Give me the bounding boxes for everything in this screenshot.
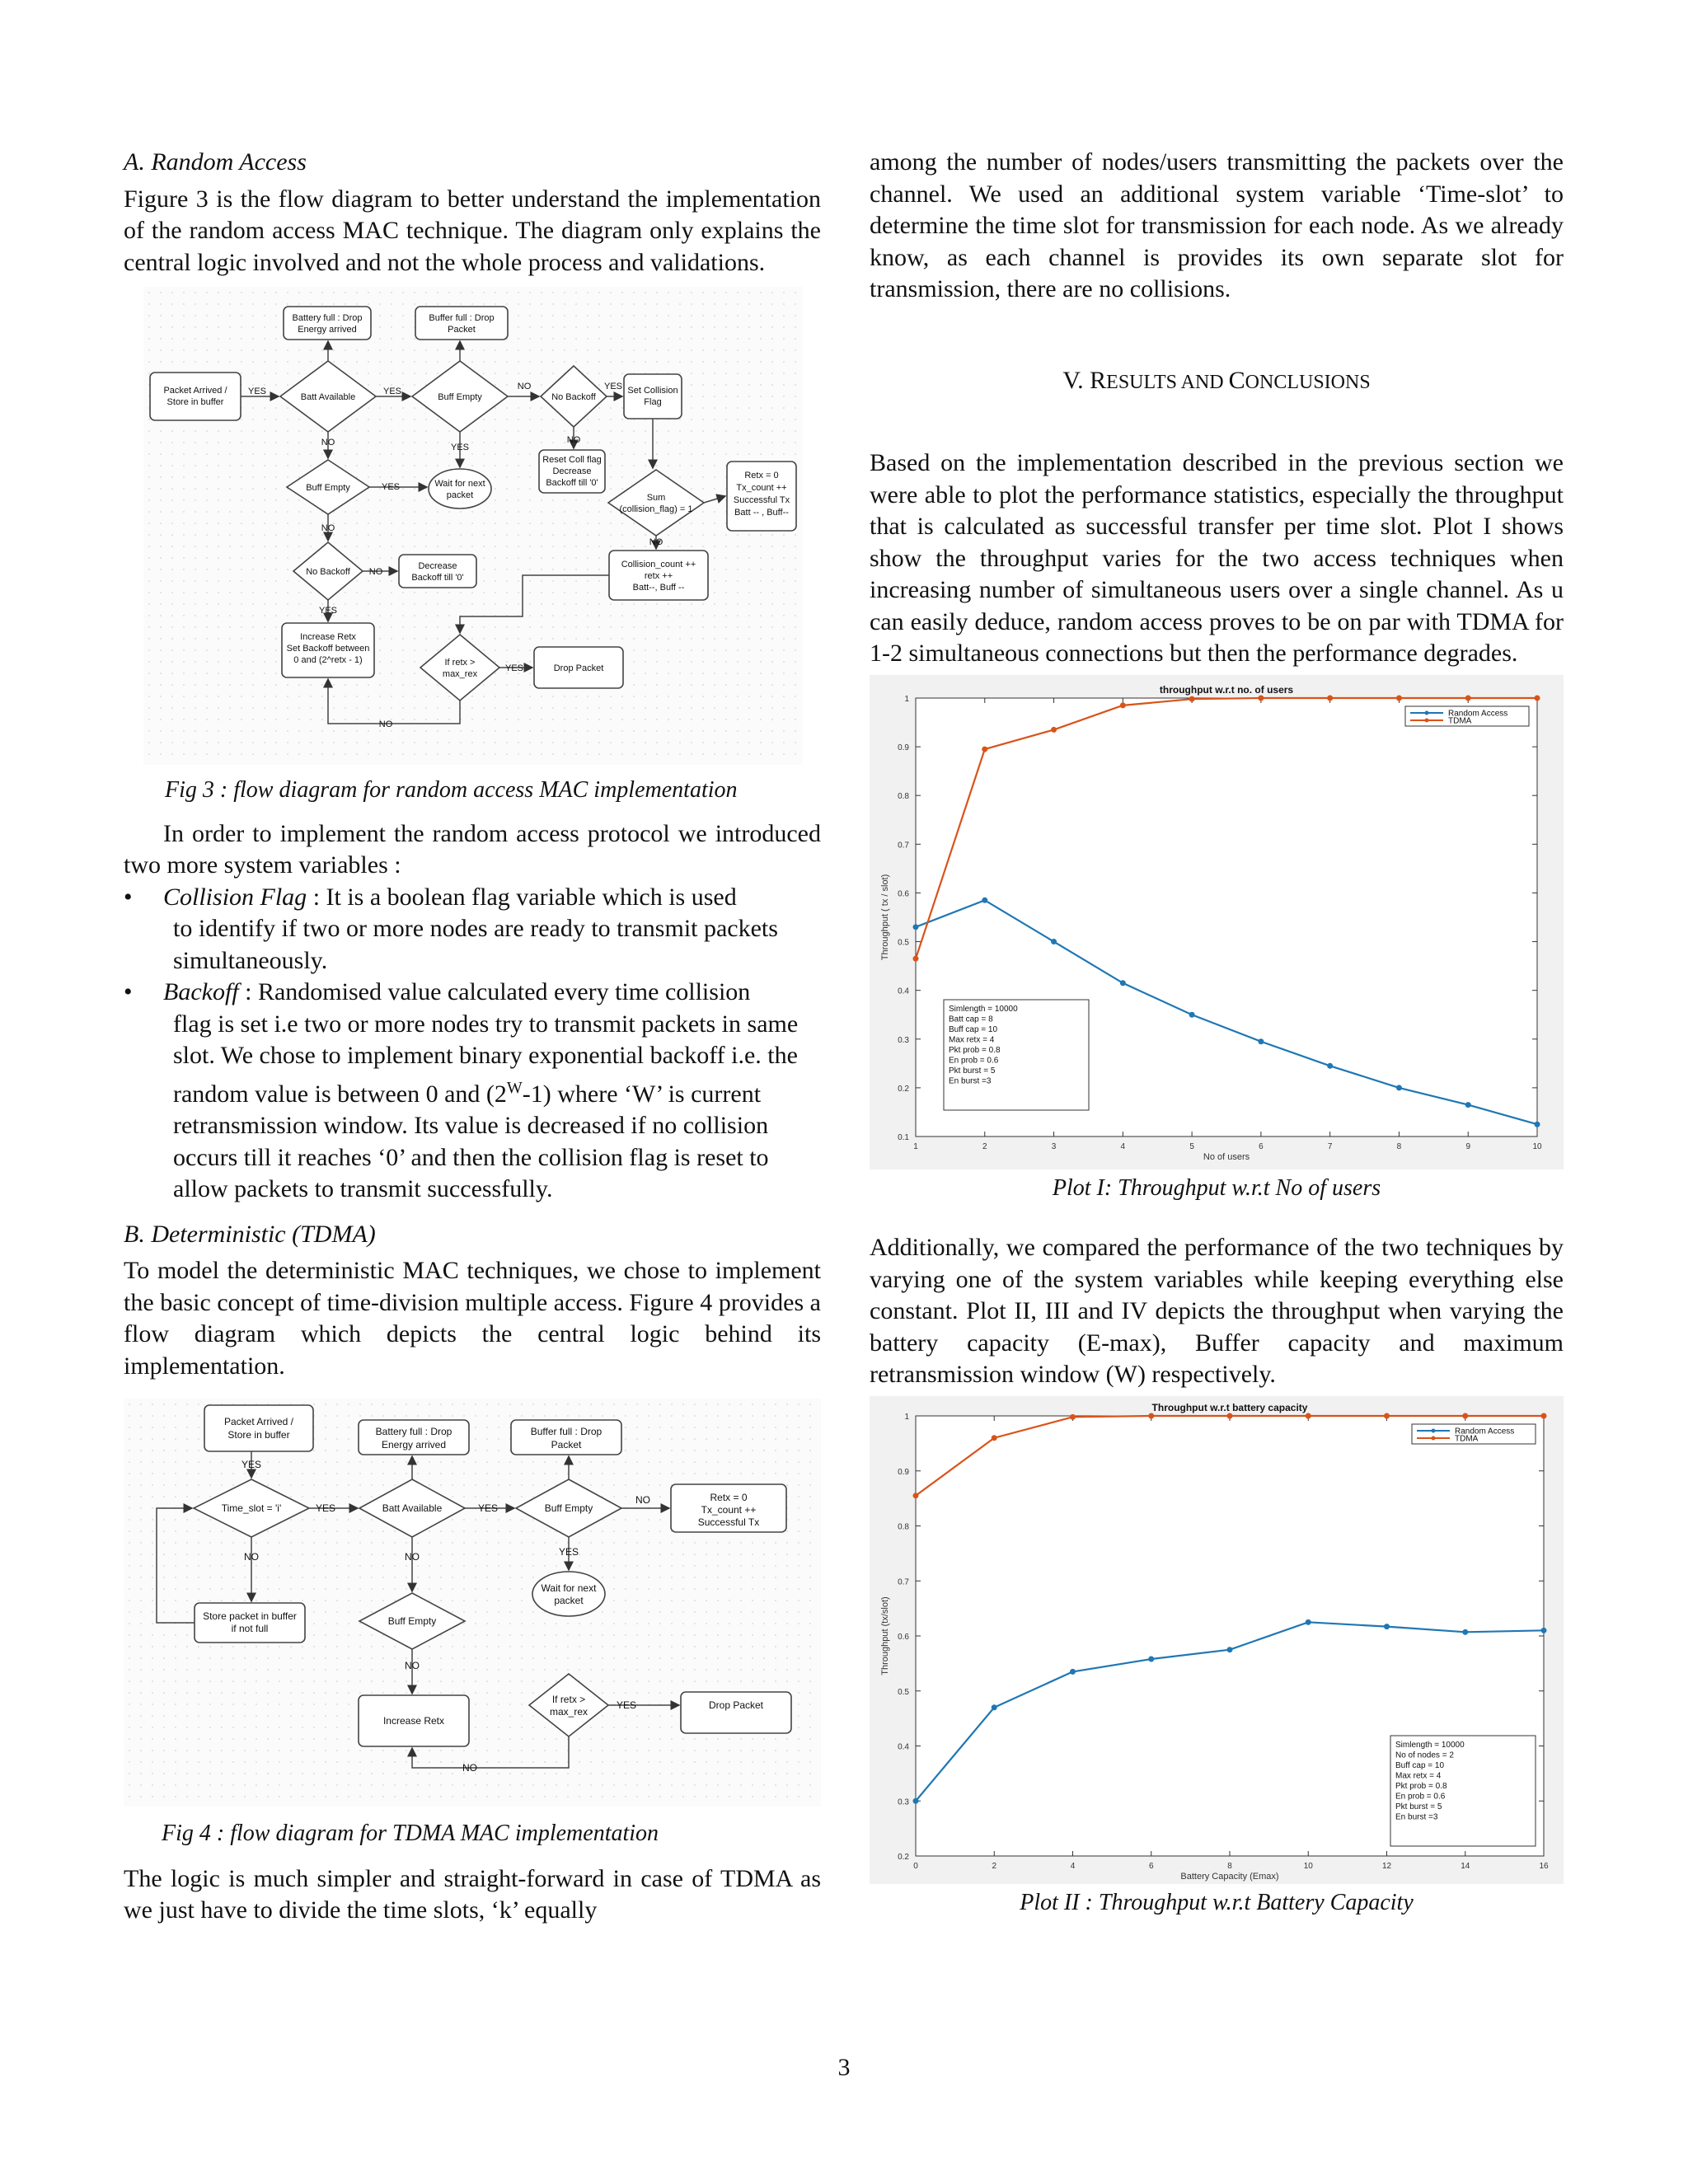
plot2-series-point-1	[913, 1493, 919, 1498]
fig3-buffer-full-line1: Buffer full : Drop	[429, 313, 495, 323]
fig4-buffer-full-line2: Packet	[551, 1439, 582, 1451]
plot1-legend-marker	[1425, 710, 1429, 715]
fig4-no-label: NO	[635, 1494, 650, 1506]
fig3-yes-label: YES	[382, 387, 402, 396]
bullet-2-superscript: W	[506, 1078, 523, 1097]
fig4-battery-full-line2: Energy arrived	[381, 1439, 447, 1451]
plot2-legend-label: TDMA	[1455, 1434, 1479, 1443]
fig3-no-label: NO	[566, 435, 581, 445]
fig3-no-label: NO	[517, 382, 532, 391]
fig4-packet-arrived-box	[204, 1405, 313, 1451]
bullet-backoff	[124, 977, 821, 1206]
plot1-series-point-1	[1189, 696, 1195, 701]
fig3-battery-full-box	[284, 307, 371, 340]
plot2-series-point-0	[1227, 1647, 1233, 1652]
fig4-no-label: NO	[405, 1551, 420, 1563]
plot1-y-axis-label: Throughput ( tx / slot)	[880, 874, 890, 960]
fig4-time-slot-label: Time_slot = 'i'	[221, 1502, 282, 1514]
plot1-annotation-line: Batt cap = 8	[949, 1015, 993, 1024]
fig3-battery-full-line2: Energy arrived	[298, 325, 357, 335]
plot2-series-point-1	[1227, 1413, 1233, 1418]
fig4-if-retx-line1: If retx >	[551, 1694, 586, 1705]
fig3-sum-diamond	[608, 470, 704, 536]
plot2-y-tick-label: 0.8	[898, 1522, 909, 1531]
plot1-series-point-1	[913, 955, 919, 961]
fig4-battery-full-line1: Battery full : Drop	[375, 1426, 452, 1437]
plot1-x-tick-label: 7	[1327, 1141, 1333, 1151]
fig3-decrease-backoff-line1: Decrease	[418, 561, 457, 571]
fig3-decrease-backoff-line2: Backoff till '0'	[411, 573, 464, 583]
fig4-buff-empty-label: Buff Empty	[544, 1502, 593, 1514]
bullet-2-first-line: : Randomised value calculated every time collision	[238, 978, 751, 1005]
section-b-paragraph-1: To model the deterministic MAC techniques, we chose to implement the basic concept of time-division multiple access. Figure 4 provides a flow diagram which depicts the central logic behind its implementation.	[124, 1257, 821, 1380]
right-paragraph-continuation: among the number of nodes/users transmitting the packets over the channel. We used an additional system variable ‘Time-slot’ to determine the time slot for transmission for each node. As we already know, as each channel is provides its own separate slot for transmission, there are no collisions.	[870, 148, 1564, 302]
plot2-x-tick-label: 2	[992, 1861, 997, 1871]
plot1-series-point-0	[1327, 1062, 1333, 1068]
fig3-increase-retx-line1: Increase Retx	[300, 632, 356, 642]
plot2-x-tick-label: 0	[913, 1861, 918, 1871]
figure-3-svg	[143, 287, 803, 765]
fig4-yes-label: YES	[616, 1699, 637, 1711]
plot1-series-point-1	[1327, 695, 1333, 701]
section-a-paragraph-2: In order to implement the random access protocol we introduced two more system variables :	[124, 819, 821, 879]
plot1-legend-label: TDMA	[1448, 716, 1472, 725]
fig3-set-collision-line2: Flag	[644, 397, 662, 407]
plot2-y-tick-label: 0.6	[898, 1632, 909, 1642]
plot2-series-point-1	[1384, 1413, 1390, 1418]
fig4-store-packet-line2: if not full	[231, 1623, 269, 1634]
plot2-annotation-line: Max retx = 4	[1395, 1771, 1442, 1780]
bullet-2-continuation	[163, 1009, 821, 1206]
plot1-y-tick-label: 0.4	[898, 987, 909, 996]
fig3-reset-coll-line1: Reset Coll flag	[542, 455, 602, 465]
plot1-y-tick-label: 0.2	[898, 1084, 909, 1094]
fig3-packet-arrived-line2: Store in buffer	[166, 397, 224, 407]
plot1-annotation-line: Simlength = 10000	[949, 1004, 1018, 1014]
plot1-x-axis-label: No of users	[1203, 1151, 1250, 1162]
fig3-no-label: NO	[321, 523, 335, 533]
plot1-annotation-line: Pkt prob = 0.8	[949, 1045, 1001, 1055]
figure-3-flow-diagram	[143, 287, 803, 765]
fig4-retx0-line1: Retx = 0	[710, 1492, 748, 1503]
fig4-drop-packet-label: Drop Packet	[708, 1699, 764, 1711]
plot1-x-tick-label: 3	[1051, 1141, 1057, 1151]
fig4-packet-arrived-line1: Packet Arrived /	[223, 1416, 294, 1427]
fig3-yes-label: YES	[318, 606, 338, 616]
plot1-annotation-line: Buff cap = 10	[949, 1024, 998, 1034]
fig3-yes-label: YES	[504, 663, 524, 673]
plot2-x-tick-label: 14	[1461, 1861, 1470, 1871]
plot1-x-tick-label: 10	[1532, 1141, 1542, 1151]
fig3-set-collision-box	[624, 374, 682, 419]
plot1-title: throughput w.r.t no. of users	[1159, 683, 1294, 696]
plot-2-chart	[870, 1396, 1564, 1884]
fig3-no-label: NO	[368, 567, 383, 577]
fig3-decrease-backoff-box	[399, 555, 476, 588]
plot2-x-tick-label: 6	[1148, 1861, 1154, 1871]
section-b-heading: B. Deterministic (TDMA)	[124, 1220, 376, 1248]
plot-1-svg	[870, 675, 1564, 1169]
fig3-retx0-line1: Retx = 0	[744, 471, 779, 480]
fig4-yes-label: YES	[241, 1459, 262, 1470]
fig3-reset-coll-line2: Decrease	[552, 466, 592, 476]
plot1-annotation-line: En prob = 0.6	[949, 1056, 999, 1065]
fig3-yes-label: YES	[247, 387, 267, 396]
plot1-y-tick-label: 0.9	[898, 743, 909, 752]
bullet-dot: •	[124, 978, 133, 1005]
plot1-legend-marker	[1425, 718, 1429, 722]
section-a-paragraph-1: Figure 3 is the flow diagram to better understand the implementation of the random access MAC technique. The diagram only explains the central logic involved and not the whole process and validations.	[124, 185, 821, 276]
plot1-x-tick-label: 6	[1259, 1141, 1264, 1151]
bullet-2-text-b: -1) where ‘W’ is current retransmission window. Its value is decreased if no collision occurs till it reaches ‘0’ and then the collision flag is reset to allow packets to transmit successfully.	[173, 1080, 769, 1202]
plot2-annotation-line: Simlength = 10000	[1395, 1740, 1465, 1750]
section-b-paragraph-2: The logic is much simpler and straight-forward in case of TDMA as we just have to divide the time slots, ‘k’ equally	[124, 1864, 821, 1924]
fig4-no-label: NO	[244, 1551, 259, 1563]
plot1-series-point-0	[1258, 1038, 1264, 1044]
plot1-legend-label: Random Access	[1448, 709, 1508, 718]
fig3-yes-label: YES	[450, 443, 470, 452]
plot2-x-tick-label: 12	[1381, 1861, 1392, 1871]
figure-4-caption: Fig 4 : flow diagram for TDMA MAC implementation	[162, 1821, 659, 1846]
plot1-annotation-line: En burst =3	[949, 1076, 992, 1085]
section-a-heading: A. Random Access	[124, 148, 307, 176]
plot2-series-point-1	[1541, 1413, 1547, 1418]
results-paragraph-1: Based on the implementation described in the previous section we were able to plot the performance statistics, especially the throughput that is calculated as successful transfer per time slot. Plot I shows show the throughput varies for the two access techniques when increasing number of simultaneous users over a single channel. As u can easily deduce, random access proves to be on par with TDMA for 1-2 simultaneous connections but then the performance degrades.	[870, 449, 1564, 667]
fig3-packet-arrived-line1: Packet Arrived /	[163, 386, 227, 396]
fig4-no-label: NO	[405, 1660, 420, 1671]
fig4-wait-next-line1: Wait for next	[541, 1582, 597, 1594]
fig4-retx0-line3: Successful Tx	[697, 1516, 760, 1528]
plot2-series-point-0	[1306, 1619, 1311, 1624]
plot2-series-point-1	[1462, 1413, 1468, 1418]
figure-4-svg	[124, 1399, 821, 1807]
fig3-set-collision-line1: Set Collision	[627, 386, 678, 396]
heading-smallcaps-1: ESULTS AND	[1106, 371, 1229, 393]
plot-2-svg	[870, 1396, 1564, 1884]
fig3-buffer-full-line2: Packet	[448, 325, 476, 335]
fig3-retx0-line4: Batt -- , Buff--	[734, 508, 789, 518]
fig3-battery-full-line1: Battery full : Drop	[292, 313, 363, 323]
heading-number: V.	[1062, 366, 1090, 394]
plot2-annotation-line: En burst =3	[1395, 1812, 1438, 1821]
fig3-no-label: NO	[321, 438, 335, 448]
fig3-wait-next-line2: packet	[446, 490, 474, 500]
results-paragraph-2: Additionally, we compared the performance of the two techniques by varying one of the system variables while keeping everything else constant. Plot II, III and IV depicts the throughput when varying the battery capacity (E-max), Buffer capacity and maximum retransmission window (W) respectively.	[870, 1234, 1564, 1388]
plot1-series-point-1	[1396, 695, 1402, 701]
plot1-x-tick-label: 2	[982, 1141, 987, 1151]
plot2-annotation-line: Pkt prob = 0.8	[1395, 1781, 1447, 1791]
plot2-series-point-1	[1070, 1413, 1076, 1419]
plot1-x-tick-label: 4	[1120, 1141, 1126, 1151]
fig3-sum-line1: Sum	[646, 493, 666, 503]
plot2-legend-marker	[1432, 1428, 1436, 1432]
plot1-series-point-1	[982, 746, 987, 752]
bullet-1-first-line: : It is a boolean flag variable which is used	[307, 883, 737, 911]
plot2-y-tick-label: 0.3	[898, 1797, 909, 1807]
plot2-x-tick-label: 4	[1070, 1861, 1076, 1871]
plot2-x-tick-label: 16	[1539, 1861, 1549, 1871]
fig3-increase-retx-line2: Set Backoff between	[286, 644, 370, 654]
plot2-y-tick-label: 1	[904, 1412, 909, 1422]
plot2-series-point-0	[992, 1704, 997, 1710]
bullet-1-term: Collision Flag	[163, 883, 307, 911]
fig3-if-retx-line1: If retx >	[444, 658, 476, 668]
fig3-wait-next-ellipse	[429, 469, 491, 509]
plot1-x-tick-label: 9	[1465, 1141, 1471, 1151]
fig3-sum-line2: (collision_flag) = 1	[619, 504, 693, 514]
plot1-series-point-0	[1189, 1011, 1195, 1017]
results-conclusions-heading	[870, 365, 1564, 399]
plot2-series-point-0	[1148, 1656, 1154, 1661]
fig3-batt-available-label: Batt Available	[300, 392, 356, 402]
bullet-1-continuation: to identify if two or more nodes are ready to transmit packets simultaneously.	[173, 915, 778, 974]
bullet-2-text-a: flag is set i.e two or more nodes try to transmit packets in same slot. We chose to implement binary exponential backoff i.e. the random value is between 0 and (2	[173, 1010, 799, 1108]
plot2-y-tick-label: 0.7	[898, 1577, 909, 1586]
plot2-annotation-line: Buff cap = 10	[1395, 1760, 1445, 1770]
plot1-series-point-1	[1051, 726, 1057, 732]
plot2-y-tick-label: 0.4	[898, 1742, 909, 1751]
fig3-reset-coll-line3: Backoff till '0'	[546, 478, 598, 488]
fig4-buff-empty2-label: Buff Empty	[387, 1615, 437, 1627]
plot1-y-tick-label: 0.5	[898, 938, 909, 948]
figure-3-caption: Fig 3 : flow diagram for random access MAC implementation	[165, 777, 738, 803]
plot1-y-tick-label: 1	[904, 694, 909, 704]
bullet-2-term: Backoff	[163, 978, 239, 1005]
plot2-series-point-1	[992, 1435, 997, 1441]
fig4-no-label: NO	[462, 1762, 477, 1774]
fig4-wait-next-line2: packet	[554, 1595, 584, 1606]
plot2-series-point-1	[1306, 1413, 1311, 1418]
plot1-annotation-line: Pkt burst = 5	[949, 1066, 996, 1076]
plot2-legend-marker	[1432, 1436, 1436, 1440]
plot1-series-point-0	[1465, 1102, 1471, 1108]
fig4-yes-label: YES	[477, 1502, 499, 1514]
plot1-series-point-0	[913, 924, 919, 930]
plot1-series-point-0	[1051, 939, 1057, 944]
plot-2-caption: Plot II : Throughput w.r.t Battery Capacity	[1020, 1889, 1414, 1915]
plot1-series-point-0	[1120, 980, 1126, 986]
plot2-title: Throughput w.r.t battery capacity	[1151, 1401, 1308, 1413]
plot1-annotation-line: Max retx = 4	[949, 1035, 995, 1044]
plot1-x-tick-label: 5	[1189, 1141, 1194, 1151]
plot2-series-point-0	[1070, 1668, 1076, 1674]
fig3-drop-packet-label: Drop Packet	[553, 663, 604, 673]
bullet-dot: •	[124, 883, 133, 911]
fig4-store-packet-line1: Store packet in buffer	[203, 1610, 297, 1622]
fig3-no-label: NO	[649, 537, 663, 547]
fig4-increase-retx-label: Increase Retx	[382, 1715, 445, 1727]
fig4-wait-next-ellipse	[532, 1572, 605, 1616]
fig3-no-backoff-label: No Backoff	[551, 392, 596, 402]
fig4-batt-available-label: Batt Available	[382, 1502, 443, 1514]
fig3-collision-count-line2: retx ++	[644, 571, 673, 581]
plot2-annotation-line: En prob = 0.6	[1395, 1792, 1446, 1801]
plot2-x-tick-label: 10	[1303, 1861, 1313, 1871]
plot2-series-point-1	[1148, 1413, 1154, 1418]
fig3-retx0-line2: Tx_count ++	[736, 483, 787, 493]
fig3-buff-empty-label: Buff Empty	[438, 392, 482, 402]
fig4-yes-label: YES	[315, 1502, 336, 1514]
left-column	[124, 147, 821, 1927]
bullet-collision-flag	[124, 882, 821, 977]
plot-1-chart	[870, 675, 1564, 1169]
fig4-retx0-line2: Tx_count ++	[701, 1504, 757, 1516]
fig3-if-retx-diamond	[420, 635, 499, 701]
plot2-y-axis-label: Throughput (tx/slot)	[880, 1596, 890, 1675]
plot-1-caption: Plot I: Throughput w.r.t No of users	[1052, 1174, 1381, 1201]
fig3-packet-arrived-box	[150, 373, 241, 420]
plot1-series-point-0	[1396, 1085, 1402, 1090]
plot1-series-point-0	[1535, 1121, 1540, 1127]
plot1-y-tick-label: 0.7	[898, 840, 909, 850]
figure-4-flow-diagram	[124, 1399, 821, 1807]
fig3-retx0-line3: Successful Tx	[733, 495, 790, 505]
fig3-increase-retx-line3: 0 and (2^retx - 1)	[293, 655, 363, 665]
plot1-y-tick-label: 0.8	[898, 791, 909, 801]
plot1-series-point-0	[982, 897, 987, 902]
plot2-series-point-0	[913, 1797, 919, 1803]
plot2-series-point-0	[1462, 1629, 1468, 1634]
plot2-y-tick-label: 0.2	[898, 1852, 909, 1862]
plot2-annotation-line: Pkt burst = 5	[1395, 1802, 1442, 1811]
fig3-collision-count-line1: Collision_count ++	[621, 560, 696, 569]
fig4-if-retx-line2: max_rex	[549, 1706, 588, 1718]
fig3-buffer-full-box	[415, 307, 508, 340]
page-number: 3	[837, 2054, 851, 2081]
plot1-x-tick-label: 8	[1396, 1141, 1402, 1151]
plot1-series-point-1	[1465, 695, 1471, 701]
fig4-yes-label: YES	[558, 1546, 579, 1558]
plot1-y-tick-label: 0.1	[898, 1132, 909, 1142]
fig4-drop-packet-box	[681, 1692, 791, 1733]
fig4-packet-arrived-line2: Store in buffer	[227, 1429, 290, 1441]
plot1-x-tick-label: 1	[913, 1141, 918, 1151]
fig4-buffer-full-line1: Buffer full : Drop	[530, 1426, 603, 1437]
fig3-no-backoff2-label: No Backoff	[306, 567, 350, 577]
plot1-series-point-1	[1120, 702, 1126, 708]
fig4-if-retx-diamond	[529, 1674, 608, 1736]
heading-cap-r: R	[1090, 366, 1107, 394]
plot2-annotation-line: No of nodes = 2	[1395, 1750, 1454, 1760]
fig3-wait-next-line1: Wait for next	[434, 479, 485, 489]
plot1-y-tick-label: 0.6	[898, 888, 909, 898]
plot2-series-point-0	[1541, 1627, 1547, 1633]
fig3-no-label: NO	[378, 719, 393, 729]
plot2-series-point-0	[1384, 1624, 1390, 1629]
plot1-series-point-1	[1535, 695, 1540, 701]
plot2-y-tick-label: 0.9	[898, 1467, 909, 1477]
heading-smallcaps-2: ONCLUSIONS	[1245, 371, 1371, 393]
plot2-y-tick-label: 0.5	[898, 1687, 909, 1697]
fig3-collision-count-line3: Batt--, Buff --	[632, 583, 685, 593]
fig3-yes-label: YES	[381, 482, 401, 492]
plot1-series-point-1	[1258, 695, 1264, 701]
plot2-x-axis-label: Battery Capacity (Emax)	[1180, 1871, 1279, 1882]
right-column	[870, 147, 1564, 1919]
fig3-buff-empty2-label: Buff Empty	[306, 483, 350, 493]
heading-cap-c: C	[1228, 366, 1245, 394]
plot1-y-tick-label: 0.3	[898, 1035, 909, 1045]
fig3-yes-label: YES	[603, 382, 623, 391]
plot2-x-tick-label: 8	[1227, 1861, 1232, 1871]
fig3-if-retx-line2: max_rex	[442, 669, 478, 679]
plot2-legend-label: Random Access	[1455, 1427, 1515, 1436]
